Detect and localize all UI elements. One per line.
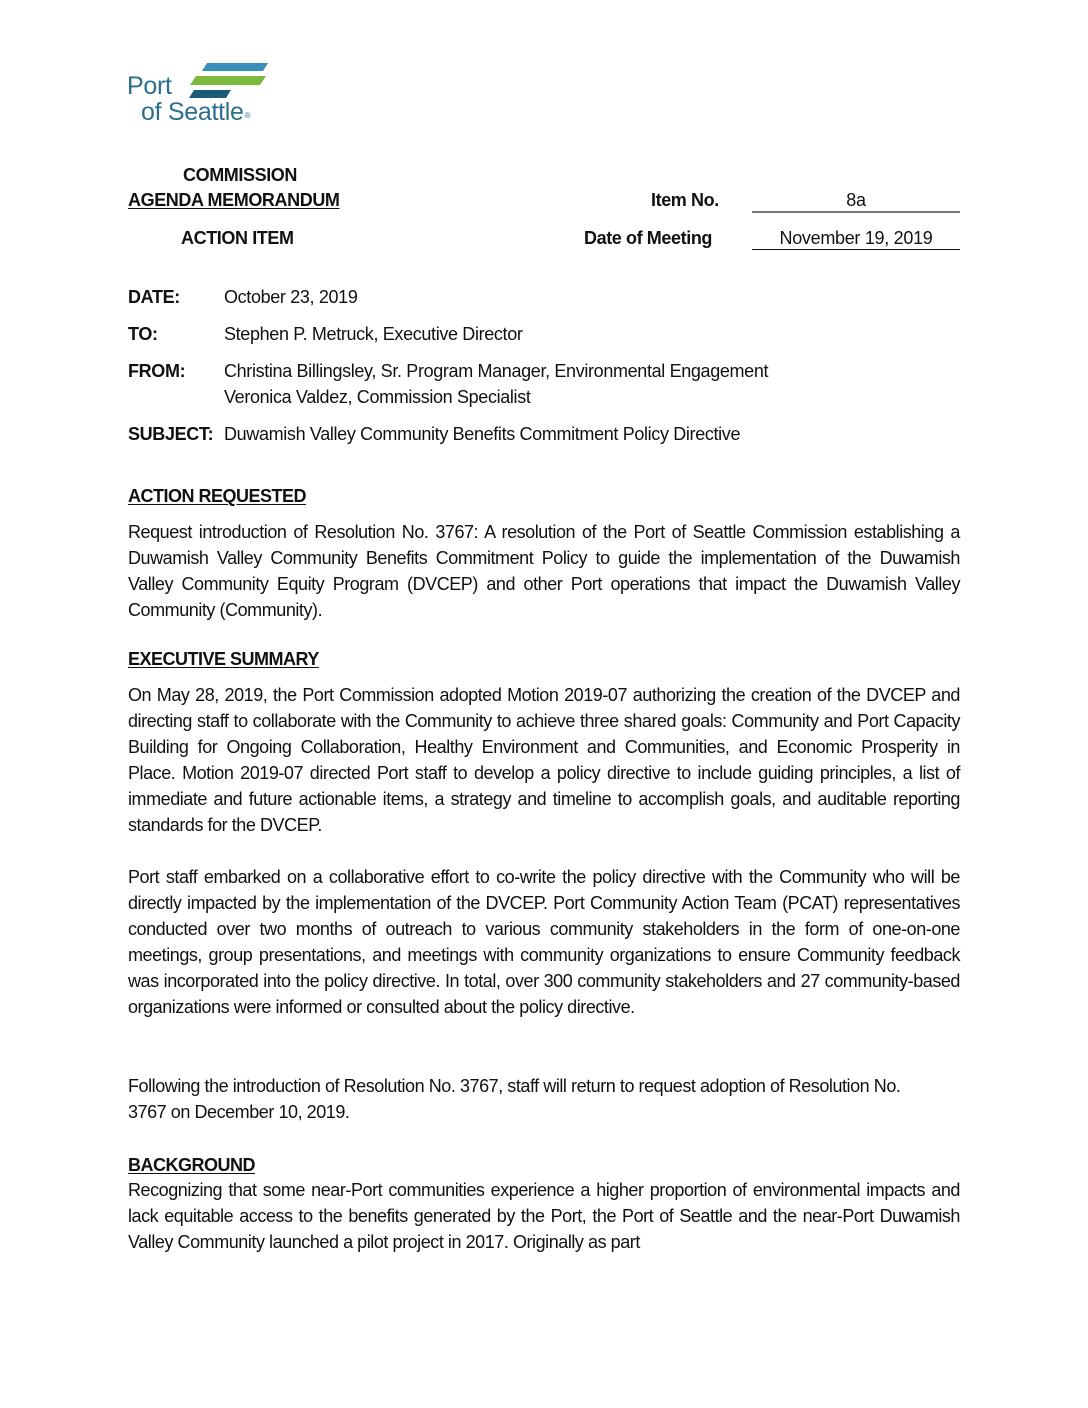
item-no-label: Item No. (651, 190, 719, 210)
section-title-background: BACKGROUND (128, 1155, 255, 1175)
logo-text-of-seattle (141, 100, 249, 125)
from-value-1: Christina Billingsley, Sr. Program Manager, Environmental Engagement (224, 361, 769, 381)
logo-stripe-top (202, 63, 268, 71)
executive-summary-paragraph-2: Port staff embarked on a collaborative effort to co-write the policy directive with the Community who will be directly impacted by the implementation of the DVCEP. Port Community Action Team (PCAT) representatives conducted over two months of outreach to various community stakeholders in the form of one-on-one meetings, group presentations, and meetings with community organizations to ensure Community feedback was incorporated into the policy directive. In total, over 300 community stakeholders and 27 community-based organizations were informed or consulted about the policy directive. (128, 867, 960, 1017)
date-of-meeting-label: Date of Meeting (584, 228, 713, 248)
executive-summary-paragraph-1: On May 28, 2019, the Port Commission adopted Motion 2019-07 authorizing the creation of the DVCEP and directing staff to collaborate with the Community to achieve three shared goals: Community and Port Capacity Building for Ongoing Collaboration, Healthy Environment and Communities, and Economic Prosperity in Place. Motion 2019-07 directed Port staff to develop a policy directive to include guiding principles, a list of immediate and future actionable items, a strategy and timeline to accomplish goals, and auditable reporting standards for the DVCEP. (128, 685, 960, 835)
item-no-value: 8a (752, 191, 960, 213)
to-label: TO: (128, 324, 158, 344)
to-value: Stephen P. Metruck, Executive Director (224, 324, 523, 344)
from-label: FROM: (128, 361, 186, 381)
date-value: October 23, 2019 (224, 287, 358, 307)
header-commission: COMMISSION (183, 165, 298, 185)
section-title-executive-summary: EXECUTIVE SUMMARY (128, 649, 319, 669)
date-label: DATE: (128, 287, 180, 307)
logo-stripe-bottom (189, 90, 231, 98)
port-of-seattle-logo (127, 62, 277, 128)
action-requested-paragraph: Request introduction of Resolution No. 3767: A resolution of the Port of Seattle Commission establishing a Duwamish Valley Community Benefits Commitment Policy to guide the implementation of the Duwamish Valley Community Equity Program (DVCEP) and other Port operations that impact the Duwamish Valley Community (Community). (128, 522, 960, 620)
logo-text-port: Port (127, 72, 172, 100)
header-action-item: ACTION ITEM (181, 228, 294, 248)
header-agenda-memorandum: AGENDA MEMORANDUM (128, 190, 340, 210)
logo-text-seattle: of Seattle (141, 98, 244, 126)
executive-summary-paragraph-3: Following the introduction of Resolution No. 3767, staff will return to request adoption of Resolution No. 3767 on December 10, 2019. (128, 1076, 901, 1122)
background-paragraph: Recognizing that some near-Port communities experience a higher proportion of environmental impacts and lack equitable access to the benefits generated by the Port, the Port of Seattle and the near-Port Duwamish Valley Community launched a pilot project in 2017. Originally as part (128, 1180, 960, 1252)
from-value-2: Veronica Valdez, Commission Specialist (224, 387, 531, 407)
logo-stripes-icon (187, 62, 269, 102)
subject-value: Duwamish Valley Community Benefits Commitment Policy Directive (224, 424, 741, 444)
section-title-action-requested: ACTION REQUESTED (128, 486, 307, 506)
registered-mark: ® (244, 111, 251, 120)
logo-stripe-middle (190, 76, 266, 85)
subject-label: SUBJECT: (128, 424, 214, 444)
date-of-meeting-value: November 19, 2019 (752, 229, 960, 250)
